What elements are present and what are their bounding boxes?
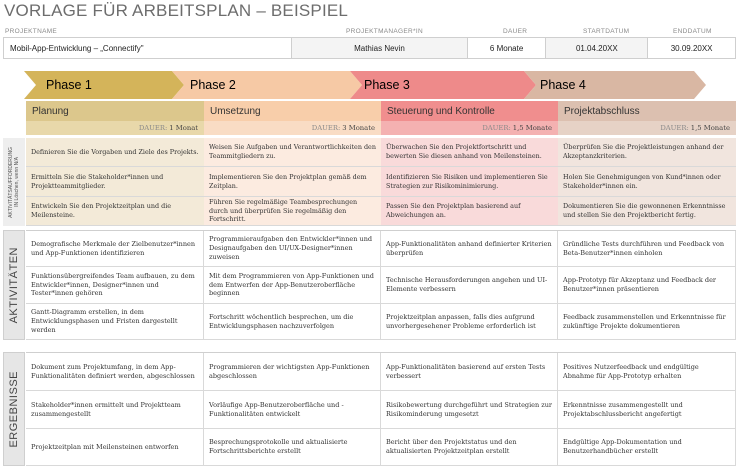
activity-cell: Fortschritt wöchentlich besprechen, um die Entwicklungsphasen nachzuverfolgen bbox=[204, 304, 381, 340]
action-items-side-label bbox=[3, 138, 25, 226]
results-grid bbox=[26, 352, 736, 466]
activities-title: AKTIVITÄTEN bbox=[8, 246, 20, 324]
phase-duration-steuerung bbox=[381, 121, 558, 135]
project-name-label: PROJEKTNAME bbox=[5, 28, 58, 35]
action-cell: Entwickeln Sie den Projektzeitplan und die Meilensteine. bbox=[26, 197, 204, 226]
action-cell: Definieren Sie die Vorgaben und Ziele des Projekts. bbox=[26, 138, 204, 167]
result-cell: Besprechungsprotokolle und aktualisierte Fortschrittsberichte erstellt bbox=[204, 429, 381, 466]
result-cell: Positives Nutzerfeedback und endgültige Abnahme für App-Prototyp erhalten bbox=[558, 353, 736, 391]
result-cell: Dokument zum Projektumfang, in dem App-Funktionalitäten definiert werden, abgeschlossen bbox=[26, 353, 204, 391]
duration-label: DAUER: bbox=[311, 124, 341, 132]
duration-label: DAUER: bbox=[138, 124, 168, 132]
duration-value: 1,5 Monate bbox=[512, 124, 552, 132]
project-manager-label: PROJEKTMANAGER*IN bbox=[346, 28, 423, 35]
action-cell: Implementieren Sie den Projektplan gemäß dem Zeitplan. bbox=[204, 167, 381, 197]
action-cell: Überwachen Sie den Projektfortschritt und bewerten Sie diesen anhand von Meilensteinen. bbox=[381, 138, 558, 167]
project-name-field[interactable]: Mobil-App-Entwicklung – „Connectify" bbox=[4, 38, 292, 58]
activity-cell: Demografische Merkmale der Zielbenutzer*innen und App-Funktionen identifizieren bbox=[26, 231, 204, 267]
result-cell: Stakeholder*innen ermittelt und Projektteam zusammengestellt bbox=[26, 391, 204, 429]
activity-cell: Mit dem Programmieren von App-Funktionen und dem Entwerfen der App-Benutzeroberfläche beginnen bbox=[204, 267, 381, 304]
result-cell: Risikobewertung durchgeführt und Strategien zur Risikominderung umgesetzt bbox=[381, 391, 558, 429]
activity-cell: App-Prototyp für Akzeptanz und Feedback der Benutzer*innen präsentieren bbox=[558, 267, 736, 304]
phase-duration-abschluss bbox=[558, 121, 736, 135]
activities-grid bbox=[26, 230, 736, 340]
action-cell: Führen Sie regelmäßige Teambesprechungen durch und überprüfen Sie regelmäßig den Fortschritt. bbox=[204, 197, 381, 226]
action-cell: Ermitteln Sie die Stakeholder*innen und Projektteammitglieder. bbox=[26, 167, 204, 197]
phase-name: Umsetzung bbox=[210, 105, 261, 117]
result-cell: Erkenntnisse zusammengestellt und Projektabschlussbericht angefertigt bbox=[558, 391, 736, 429]
results-side-label bbox=[3, 352, 25, 466]
action-cell: Identifizieren Sie Risiken und implementieren Sie Strategien zur Risikominimierung. bbox=[381, 167, 558, 197]
duration-value: 1 Monat bbox=[169, 124, 198, 132]
page-title: VORLAGE FÜR ARBEITSPLAN – BEISPIEL bbox=[4, 1, 349, 20]
action-cell: Passen Sie den Projektplan basierend auf Abweichungen an. bbox=[381, 197, 558, 226]
phase-3-arrow-label: Phase 3 bbox=[364, 78, 410, 92]
activity-cell: Feedback zusammenstellen und Erkenntnisse für zukünftige Projekte dokumentieren bbox=[558, 304, 736, 340]
activity-cell: App-Funktionalitäten anhand definierter Kriterien überprüfen bbox=[381, 231, 558, 267]
phase-1-arrow-label: Phase 1 bbox=[46, 78, 92, 92]
phase-arrows bbox=[24, 71, 706, 99]
start-date-label: STARTDATUM bbox=[583, 28, 630, 35]
end-date-label: ENDDATUM bbox=[673, 28, 712, 35]
duration-value: 1,5 Monate bbox=[690, 124, 730, 132]
phase-header-umsetzung bbox=[204, 101, 381, 121]
action-items-grid bbox=[26, 138, 736, 226]
result-cell: Projektzeitplan mit Meilensteinen entworfen bbox=[26, 429, 204, 466]
phase-duration-planung bbox=[26, 121, 204, 135]
end-date-field[interactable]: 30.09.20XX bbox=[670, 43, 713, 53]
duration-label: DAUER bbox=[503, 28, 528, 35]
activity-cell: Funktionsübergreifendes Team aufbauen, zu dem Entwickler*innen, Designer*innen und Tester*innen gehören bbox=[26, 267, 204, 304]
duration-label: DAUER: bbox=[482, 124, 511, 132]
phase-4-arrow-label: Phase 4 bbox=[540, 78, 586, 92]
duration-field[interactable]: 6 Monate bbox=[468, 38, 547, 58]
activity-cell: Gantt-Diagramm erstellen, in dem Entwicklungsphasen und Fristen dargestellt werden bbox=[26, 304, 204, 340]
phase-name: Projektabschluss bbox=[564, 105, 640, 117]
activity-cell: Gründliche Tests durchführen und Feedback von Beta-Benutzer*innen einholen bbox=[558, 231, 736, 267]
phase-2-arrow-label: Phase 2 bbox=[190, 78, 236, 92]
phase-name: Steuerung und Kontrolle bbox=[387, 105, 495, 117]
action-cell: Holen Sie Genehmigungen von Kund*innen oder Stakeholder*innen ein. bbox=[558, 167, 736, 197]
activity-cell: Projektzeitplan anpassen, falls dies aufgrund unvorhergesehener Probleme erforderlich ist bbox=[381, 304, 558, 340]
phase-header-steuerung bbox=[381, 101, 558, 121]
activities-side-label bbox=[3, 230, 25, 340]
project-info-row bbox=[3, 37, 736, 59]
result-cell: Bericht über den Projektstatus und den aktualisierten Projektzeitplan erstellt bbox=[381, 429, 558, 466]
action-cell: Weisen Sie Aufgaben und Verantwortlichkeiten den Teammitgliedern zu. bbox=[204, 138, 381, 167]
activity-cell: Programmieraufgaben den Entwickler*innen und Designaufgaben den UI/UX-Designer*innen zuweisen bbox=[204, 231, 381, 267]
phase-name: Planung bbox=[32, 105, 69, 117]
action-cell: Überprüfen Sie die Projektleistungen anhand der Akzeptanzkriterien. bbox=[558, 138, 736, 167]
activity-cell: Technische Herausforderungen angehen und UI-Elemente verbessern bbox=[381, 267, 558, 304]
duration-label: DAUER: bbox=[660, 124, 689, 132]
phase-duration-umsetzung bbox=[204, 121, 381, 135]
project-manager-field[interactable]: Mathias Nevin bbox=[292, 38, 468, 58]
action-items-note: IN Löschen, wenn N/A bbox=[14, 157, 20, 207]
start-date-field[interactable]: 01.04.20XX bbox=[546, 38, 648, 58]
duration-value: 3 Monate bbox=[342, 124, 375, 132]
result-cell: Endgültige App-Dokumentation und Benutzerhandbücher erstellt bbox=[558, 429, 736, 466]
phase-header-planung bbox=[26, 101, 204, 121]
phase-header-abschluss bbox=[558, 101, 736, 121]
action-items-title: AKTIVITÄTSAUFFORDERUNG bbox=[8, 146, 14, 218]
action-cell: Dokumentieren Sie die gewonnenen Erkenntnisse und stellen Sie den Projektbericht fertig. bbox=[558, 197, 736, 226]
result-cell: App-Funktionalitäten basierend auf ersten Tests verbessert bbox=[381, 353, 558, 391]
result-cell: Programmieren der wichtigsten App-Funktionen abgeschlossen bbox=[204, 353, 381, 391]
results-title: ERGEBNISSE bbox=[8, 370, 20, 448]
result-cell: Vorläufige App-Benutzeroberfläche und -Funktionalitäten entwickelt bbox=[204, 391, 381, 429]
